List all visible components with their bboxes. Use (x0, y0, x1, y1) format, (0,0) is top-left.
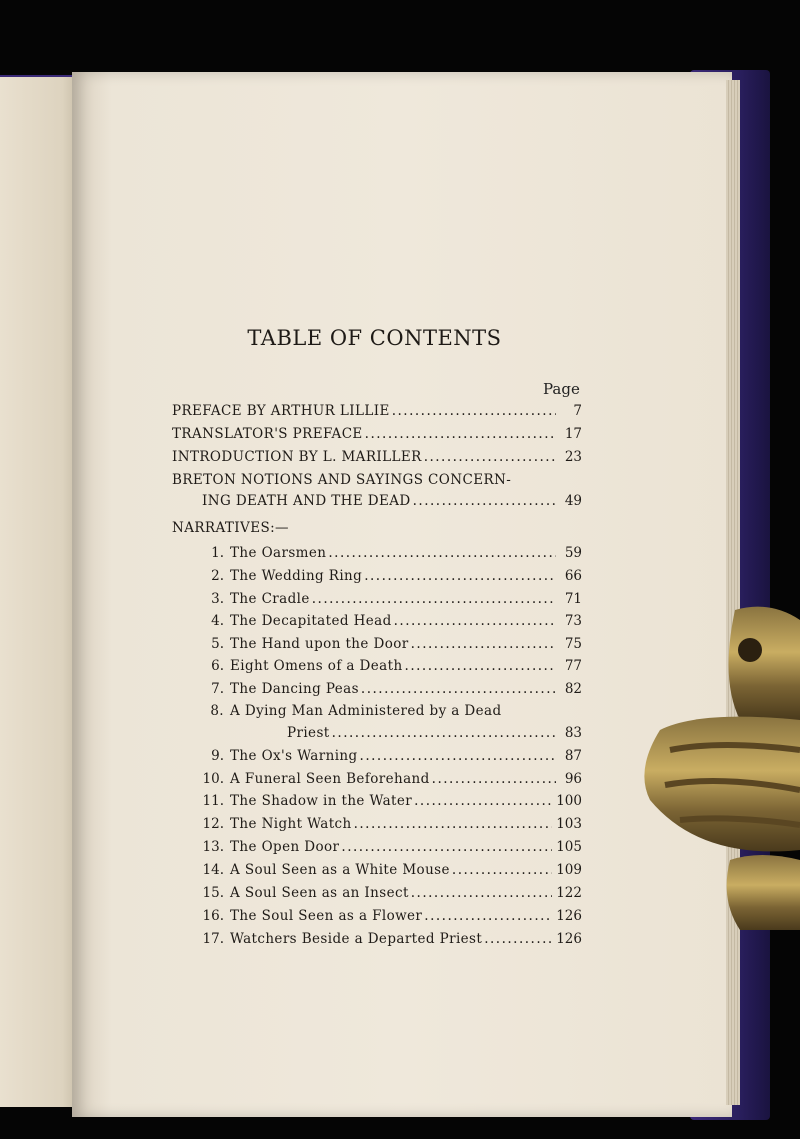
page-title: TABLE OF CONTENTS (247, 326, 502, 350)
narrative-entry: 2. The Wedding Ring ..... 66 (172, 568, 582, 584)
page-edges (726, 80, 740, 1105)
left-page (0, 75, 78, 1107)
page-column-label: Page (543, 380, 580, 398)
narrative-entry: Priest ..... 83 (172, 725, 582, 741)
narrative-entry: 11. The Shadow in the Water ..... 100 (172, 793, 582, 809)
narrative-entry: 3. The Cradle ..... 71 (172, 591, 582, 607)
toc-entry: PREFACE BY ARTHUR LILLIE ..... 7 (172, 403, 582, 419)
narrative-entry: 12. The Night Watch ..... 103 (172, 816, 582, 832)
narrative-entry: 13. The Open Door ..... 105 (172, 839, 582, 855)
narrative-entry: 7. The Dancing Peas ..... 82 (172, 681, 582, 697)
toc-entry-line: BRETON NOTIONS AND SAYINGS CONCERN- (172, 472, 512, 488)
brass-clip (640, 600, 800, 930)
narrative-entry-line: 8. A Dying Man Administered by a Dead (210, 703, 502, 719)
narrative-entry: 1. The Oarsmen ..... 59 (172, 545, 582, 561)
narrative-entry: 5. The Hand upon the Door ..... 75 (172, 636, 582, 652)
narrative-entry: 14. A Soul Seen as a White Mouse ..... 109 (172, 862, 582, 878)
toc-entry: INTRODUCTION BY L. MARILLER ..... 23 (172, 449, 582, 465)
narrative-entry: 17. Watchers Beside a Departed Priest ..... 126 (172, 931, 582, 947)
narrative-entry: 16. The Soul Seen as a Flower ..... 126 (172, 908, 582, 924)
narratives-heading: NARRATIVES:— (172, 520, 289, 536)
narrative-entry: 6. Eight Omens of a Death ..... 77 (172, 658, 582, 674)
narrative-entry: 9. The Ox's Warning ..... 87 (172, 748, 582, 764)
toc-entry: ING DEATH AND THE DEAD ..... 49 (172, 493, 582, 509)
narrative-entry: 10. A Funeral Seen Beforehand ..... 96 (172, 771, 582, 787)
narrative-entry: 4. The Decapitated Head ..... 73 (172, 613, 582, 629)
toc-entry: TRANSLATOR'S PREFACE ..... 17 (172, 426, 582, 442)
narrative-entry: 15. A Soul Seen as an Insect ..... 122 (172, 885, 582, 901)
